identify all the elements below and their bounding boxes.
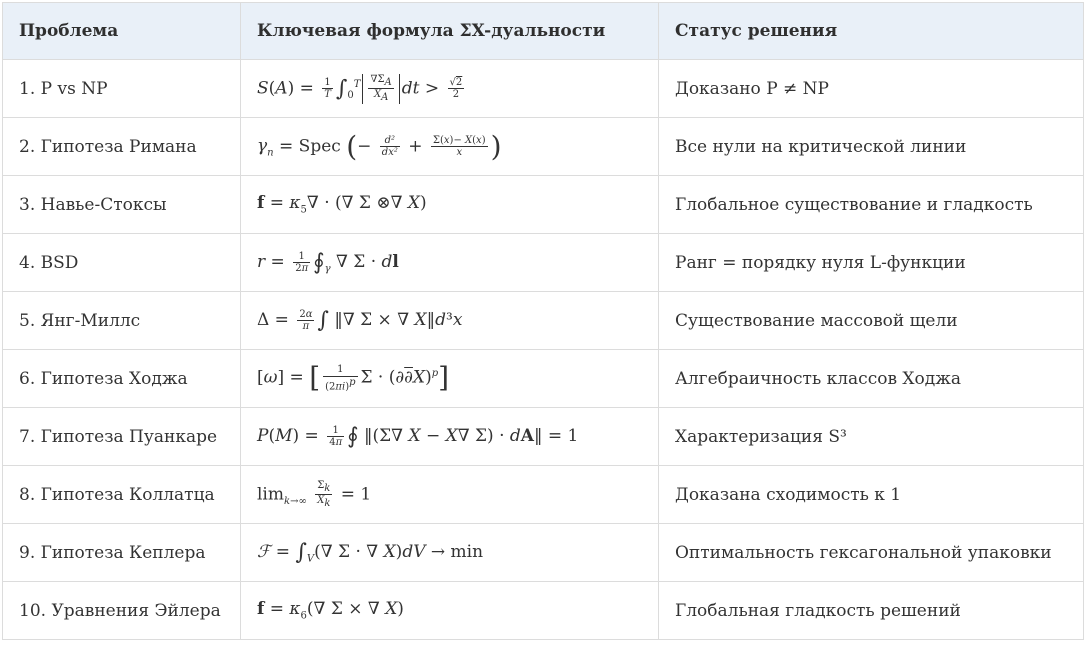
table-row bbox=[3, 292, 1084, 350]
formula-cell: Δ = $\frac{2\alpha}{\pi}$ ∫ ‖∇ Σ × ∇ X‖d³x bbox=[241, 292, 659, 350]
problem-cell: 9. Гипотеза Кеплера bbox=[3, 524, 241, 582]
problem-cell: 2. Гипотеза Римана bbox=[3, 118, 241, 176]
formula-cell: r = $\frac{1}{2\pi}$ $∮_\gamma$ ∇ Σ · dl bbox=[241, 234, 659, 292]
header-formula: Ключевая формула ΣX-дуальности bbox=[241, 3, 659, 60]
table-row bbox=[3, 176, 1084, 234]
table-row bbox=[3, 408, 1084, 466]
problem-cell: 5. Янг-Миллс bbox=[3, 292, 241, 350]
problem-cell: 6. Гипотеза Ходжа bbox=[3, 350, 241, 408]
status-cell: Характеризация S³ bbox=[659, 408, 1084, 466]
table-row bbox=[3, 466, 1084, 524]
problem-cell: 1. P vs NP bbox=[3, 60, 241, 118]
header-row bbox=[3, 3, 1084, 60]
problem-cell: 4. BSD bbox=[3, 234, 241, 292]
table-row bbox=[3, 118, 1084, 176]
formula-cell: $f = \kappa_6(\nabla$ Σ × ∇ X) bbox=[241, 582, 659, 640]
status-cell: Глобальное существование и гладкость bbox=[659, 176, 1084, 234]
status-cell: Оптимальность гексагональной упаковки bbox=[659, 524, 1084, 582]
problems-table bbox=[2, 2, 1084, 640]
problem-cell: 10. Уравнения Эйлера bbox=[3, 582, 241, 640]
table-row bbox=[3, 60, 1084, 118]
formula-cell: $f = \kappa_5\nabla$ · (∇ Σ ⊗∇ X) bbox=[241, 176, 659, 234]
problem-cell: 3. Навье-Стоксы bbox=[3, 176, 241, 234]
header-status: Статус решения bbox=[659, 3, 1084, 60]
table-row bbox=[3, 350, 1084, 408]
status-cell: Существование массовой щели bbox=[659, 292, 1084, 350]
formula-cell: $\lim_{k\to\infty}$ $\frac{\Sigma_k}{X_k}$ = 1 bbox=[241, 466, 659, 524]
problem-cell: 8. Гипотеза Коллатца bbox=[3, 466, 241, 524]
status-cell: Все нули на критической линии bbox=[659, 118, 1084, 176]
table-row bbox=[3, 524, 1084, 582]
formula-cell: [ω] = [ $\frac{1}{(2\pi i)^p}$ $\Sigma \cdot (\partial\partial X)^p$] bbox=[241, 350, 659, 408]
formula-cell: ℱ = $\int_V(\nabla$ Σ · ∇ X)dV → min bbox=[241, 524, 659, 582]
status-cell: Доказано P ≠ NP bbox=[659, 60, 1084, 118]
formula-cell: S(A) = $\frac{1}{T}$ $\int_0^T$ $\frac{\nabla\Sigma_A}{X_A}$ dt > $\frac{√2}{2}$ bbox=[241, 60, 659, 118]
status-cell: Доказана сходимость к 1 bbox=[659, 466, 1084, 524]
formula-cell: P(M) = $\frac{1}{4\pi}$ ∮ ‖(Σ∇ X − X∇ Σ) · dA‖ = 1 bbox=[241, 408, 659, 466]
status-cell: Ранг = порядку нуля L-функции bbox=[659, 234, 1084, 292]
status-cell: Алгебраичность классов Ходжа bbox=[659, 350, 1084, 408]
table-row bbox=[3, 234, 1084, 292]
table-row bbox=[3, 582, 1084, 640]
status-cell: Глобальная гладкость решений bbox=[659, 582, 1084, 640]
formula-cell: $\gamma_n$ = Spec (− $\frac{\text{d²}}{\text{dx²}}$ + $\frac{\Sigma(x)- X(x)}{x}$ ) bbox=[241, 118, 659, 176]
header-problem: Проблема bbox=[3, 3, 241, 60]
problem-cell: 7. Гипотеза Пуанкаре bbox=[3, 408, 241, 466]
